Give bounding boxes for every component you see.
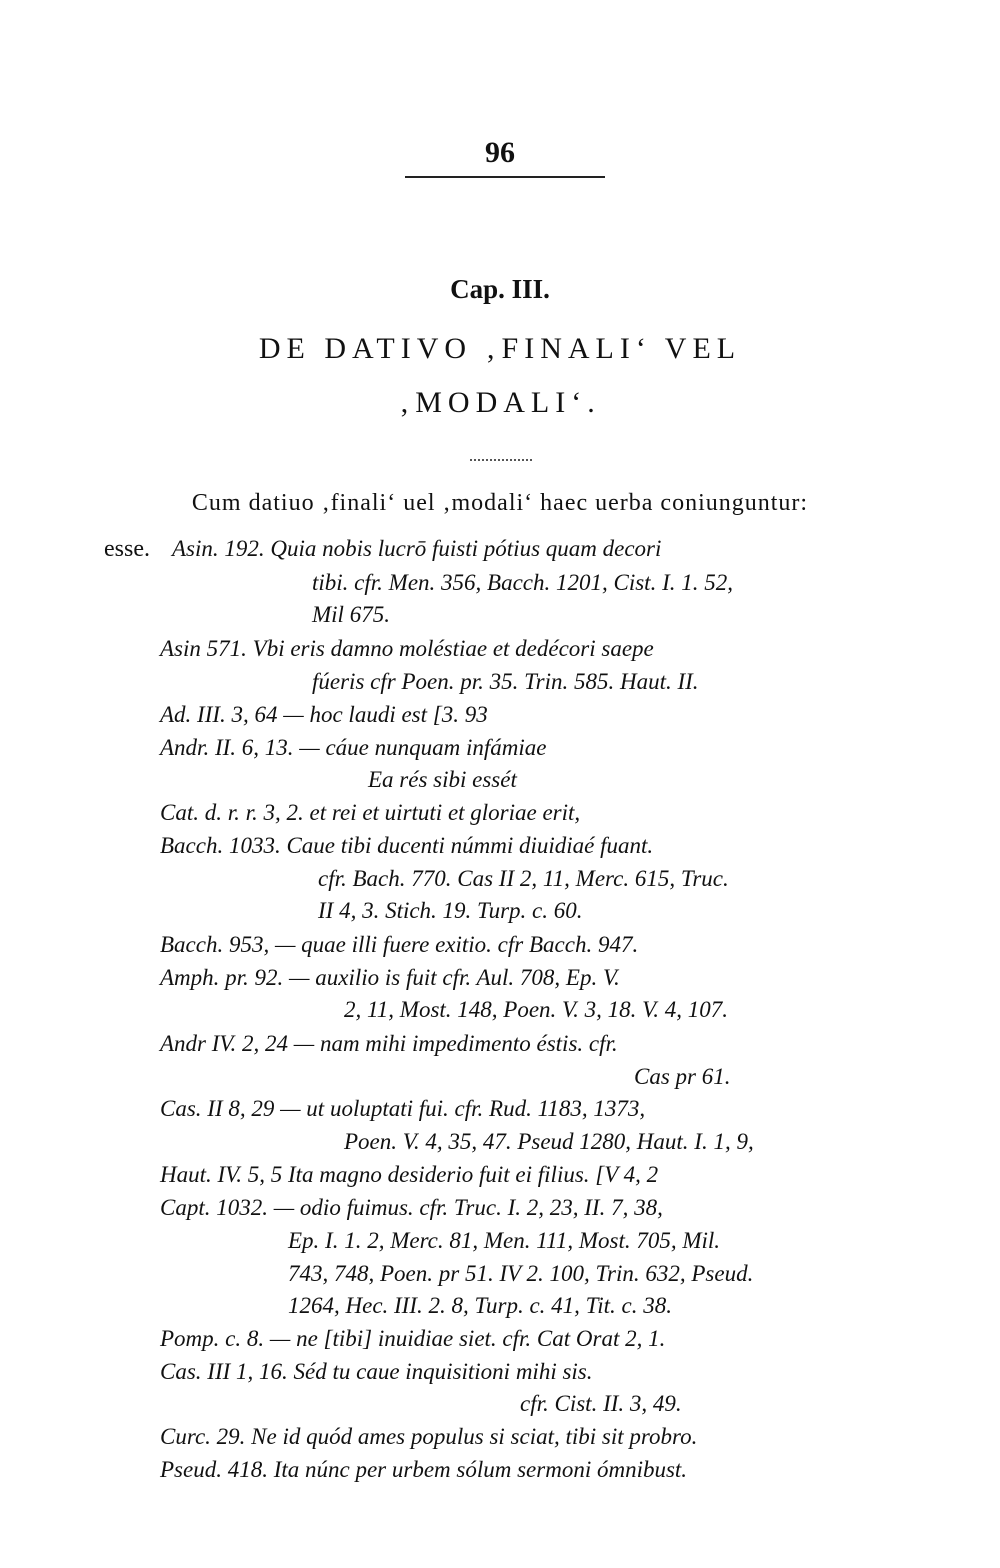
citation-line: cfr. Bach. 770. Cas II 2, 11, Merc. 615, Truc. [318,866,729,891]
citation-line: Capt. 1032. — odio fuimus. cfr. Truc. I. 2, 23, II. 7, 38, [160,1195,663,1220]
citation-line: Curc. 29. Ne id quód ames populus si sciat, tibi sit probro. [160,1424,698,1449]
citation-line: Bacch. 953, — quae illi fuere exitio. cfr Bacch. 947. [160,932,639,957]
citation-line: Andr IV. 2, 24 — nam mihi impedimento éstis. cfr. [160,1031,618,1056]
chapter-heading: Cap. III. [450,274,550,304]
citation-line: cfr. Cist. II. 3, 49. [520,1391,682,1416]
citation-line: Ep. I. 1. 2, Merc. 81, Men. 111, Most. 705, Mil. [288,1228,721,1253]
citation-line: Andr. II. 6, 13. — cáue nunquam infámiae [160,735,547,760]
citation-line: Poen. V. 4, 35, 47. Pseud 1280, Haut. I. 1, 9, [344,1129,754,1154]
citation-line: Cas pr 61. [634,1064,731,1089]
citation-line: fúeris cfr Poen. pr. 35. Trin. 585. Haut. II. [312,669,699,694]
citation-line: Bacch. 1033. Caue tibi ducenti númmi diuidiaé fuant. [160,833,654,858]
citation-line: Mil 675. [312,602,390,627]
citation-line: Amph. pr. 92. — auxilio is fuit cfr. Aul. 708, Ep. V. [160,965,620,990]
citation-line: Cas. II 8, 29 — ut uoluptati fui. cfr. Rud. 1183, 1373, [160,1096,646,1121]
citation-line: 743, 748, Poen. pr 51. IV 2. 100, Trin. 632, Pseud. [288,1261,754,1286]
citation-line: Asin. 192. Quia nobis lucrō fuisti pótius quam decori [172,536,662,561]
citation-line: tibi. cfr. Men. 356, Bacch. 1201, Cist. I. 1. 52, [312,570,733,595]
citation-line: 2, 11, Most. 148, Poen. V. 3, 18. V. 4, 107. [344,997,728,1022]
citation-line: 1264, Hec. III. 2. 8, Turp. c. 41, Tit. c. 38. [288,1293,672,1318]
citation-line: Cat. d. r. r. 3, 2. et rei et uirtuti et gloriae erit, [160,800,581,825]
intro-sentence: Cum datiuo ‚finali‘ uel ‚modali‘ haec uerba coniunguntur: [191,490,809,516]
citation-line: Cas. III 1, 16. Séd tu caue inquisitioni mihi sis. [160,1359,593,1384]
chapter-title-line-1: DE DATIVO ‚FINALI‘ VEL [258,332,742,365]
chapter-title-line-2: ‚MODALI‘. [399,386,601,419]
citation-line: II 4, 3. Stich. 19. Turp. c. 60. [318,898,583,923]
ornament-divider [470,459,532,461]
header-rule [405,176,605,178]
citation-line: Pomp. c. 8. — ne [tibi] inuidiae siet. cfr. Cat Orat 2, 1. [160,1326,666,1351]
page-number: 96 [485,136,515,169]
citation-line: Ad. III. 3, 64 — hoc laudi est [3. 93 [160,702,488,727]
citation-line: Asin 571. Vbi eris damno moléstiae et dedécori saepe [160,636,654,661]
citation-line: Pseud. 418. Ita núnc per urbem sólum sermoni ómnibust. [160,1457,688,1482]
citation-line: Ea rés sibi essét [368,767,517,792]
citation-line: Haut. IV. 5, 5 Ita magno desiderio fuit ei filius. [V 4, 2 [160,1162,659,1187]
verb-label: esse. [104,536,150,562]
